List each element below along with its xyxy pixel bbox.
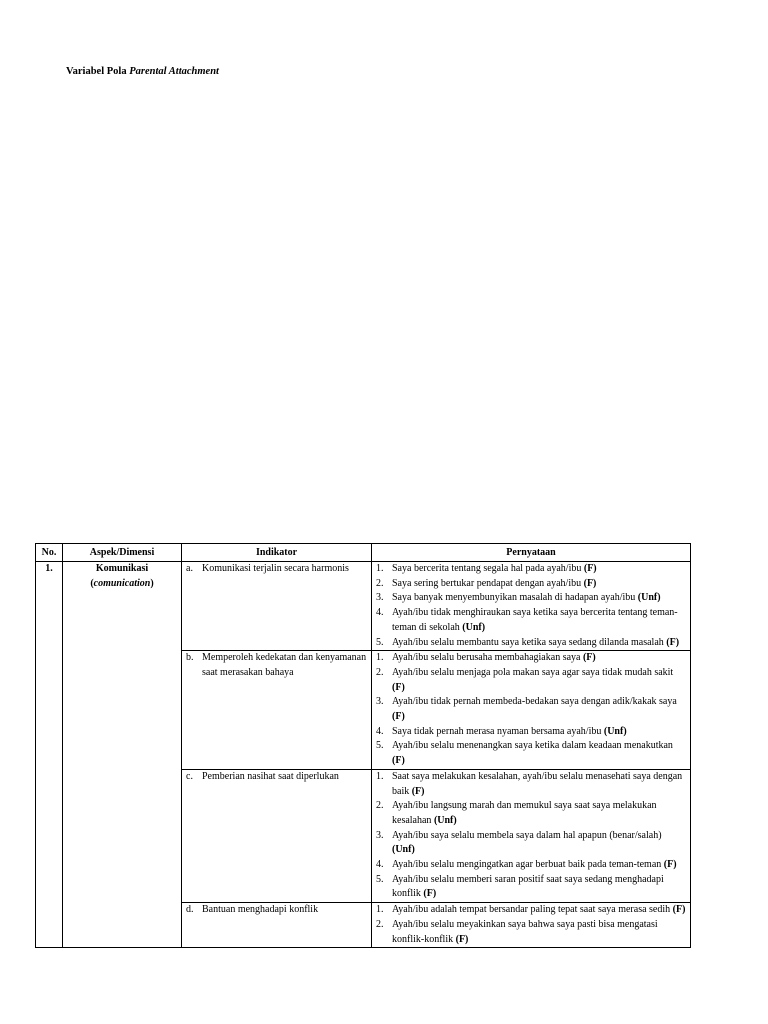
statement-text: Ayah/ibu selalu memberi saran positif saat saya sedang menghadapi konflik [392, 873, 664, 900]
statement-code: (F) [672, 904, 686, 916]
statement-code: (F) [663, 859, 677, 871]
statement-body [392, 666, 686, 695]
statement-number: 2. [376, 666, 384, 678]
statement-item [376, 858, 686, 873]
indicator-cell [182, 769, 372, 902]
statement-code: (F) [455, 933, 469, 945]
statement-code: (F) [582, 652, 596, 664]
statement-number: 5. [376, 873, 384, 885]
statement-item [376, 591, 686, 606]
aspek-label: Komunikasi [95, 563, 149, 574]
statement-code: (F) [392, 755, 405, 767]
statements-cell [372, 769, 691, 902]
statement-item [376, 799, 686, 828]
statements-cell [372, 562, 691, 651]
aspek-italic: comunication [93, 577, 151, 589]
statement-text: Ayah/ibu selalu berusaha membahagiakan saya [392, 652, 581, 664]
statement-number: 3. [376, 829, 384, 841]
statement-item [376, 770, 686, 799]
statement-body [392, 873, 686, 902]
statement-number: 5. [376, 740, 384, 752]
statement-text: Ayah/ibu saya selalu membela saya dalam hal apapun (benar/salah) [392, 829, 662, 841]
statement-body [392, 651, 596, 666]
statement-item [376, 725, 686, 740]
statement-text: Saya bercerita tentang segala hal pada ayah/ibu [392, 563, 582, 574]
parental-attachment-table [35, 543, 691, 948]
statement-number: 4. [376, 725, 384, 737]
statement-item [376, 873, 686, 902]
statement-code: (Unf) [462, 621, 486, 633]
statements-cell [372, 903, 691, 948]
statement-number: 1. [376, 770, 384, 782]
statement-text: Ayah/ibu tidak menghiraukan saya ketika saya bercerita tentang teman-teman di sekolah [392, 607, 678, 633]
statement-code: (F) [583, 563, 597, 574]
header-indikator: Indikator [182, 544, 372, 562]
statement-item [376, 695, 686, 724]
aspek-open: ( [90, 577, 94, 589]
indicator [186, 903, 367, 918]
statement-body [392, 591, 661, 606]
statement-text: Saya tidak pernah merasa nyaman bersama ayah/ibu [392, 725, 602, 737]
statement-text: Ayah/ibu tidak pernah membeda-bedakan saya dengan adik/kakak saya [392, 696, 677, 708]
statement-body [392, 739, 686, 768]
statement-code: (F) [666, 636, 680, 648]
statement-text: Ayah/ibu selalu menjaga pola makan saya agar saya tidak mudah sakit [392, 666, 674, 678]
indicator-text: Pemberian nasihat saat diperlukan [202, 770, 339, 782]
statement-body [392, 577, 596, 592]
header-pernyataan: Pernyataan [372, 544, 691, 562]
aspek-close: ) [150, 577, 154, 589]
statement-code: (Unf) [392, 844, 415, 856]
statement-item [376, 606, 686, 635]
statement-list [376, 770, 686, 902]
indicator-text: Bantuan menghadapi konflik [202, 904, 319, 916]
statement-code: (F) [583, 577, 597, 589]
indicator-letter: b. [186, 652, 194, 664]
statement-body [392, 606, 686, 635]
header-no: No. [36, 544, 63, 562]
aspek-cell [63, 562, 182, 948]
statement-text: Ayah/ibu selalu meyakinkan saya bahwa saya pasti bisa mengatasi konflik-konflik [392, 918, 658, 945]
statement-number: 5. [376, 636, 384, 648]
statement-number: 1. [376, 563, 384, 574]
table-body [36, 562, 691, 948]
statement-item [376, 636, 686, 651]
statement-item [376, 577, 686, 592]
indicator-letter: c. [186, 770, 193, 782]
statement-item [376, 918, 686, 947]
statement-body [392, 829, 686, 858]
statement-number: 1. [376, 904, 384, 916]
statement-body [392, 562, 597, 577]
statements-cell [372, 651, 691, 770]
statement-code: (F) [392, 711, 405, 723]
statement-text: Ayah/ibu adalah tempat bersandar paling tepat saat saya merasa sedih [392, 904, 671, 916]
statement-number: 4. [376, 859, 384, 871]
indicator [186, 562, 367, 577]
statement-item [376, 829, 686, 858]
statement-item [376, 651, 686, 666]
row-number: 1. [36, 562, 63, 948]
indicator-cell [182, 562, 372, 651]
statement-body [392, 918, 686, 947]
statement-body [392, 903, 685, 918]
indicator-letter: d. [186, 904, 194, 916]
statement-text: Ayah/ibu selalu membantu saya ketika saya sedang dilanda masalah [392, 636, 664, 648]
statement-code: (F) [411, 785, 425, 797]
statement-text: Saya sering bertukar pendapat dengan ayah/ibu [392, 577, 582, 589]
table-row [36, 562, 691, 651]
statement-item [376, 903, 686, 918]
indicator-text: Memperoleh kedekatan dan kenyamanan saat merasakan bahaya [202, 652, 367, 678]
page-title [66, 66, 219, 77]
statement-text: Ayah/ibu selalu menenangkan saya ketika dalam keadaan menakutkan [392, 740, 673, 752]
statement-code: (Unf) [433, 814, 457, 826]
statement-body [392, 695, 686, 724]
indicator-cell [182, 651, 372, 770]
statement-code: (F) [423, 888, 437, 900]
statement-number: 2. [376, 577, 384, 589]
header-aspek: Aspek/Dimensi [63, 544, 182, 562]
statement-code: (Unf) [637, 592, 661, 604]
statement-number: 3. [376, 592, 384, 604]
statement-body [392, 636, 679, 651]
indicator-letter: a. [186, 563, 193, 574]
statement-number: 3. [376, 696, 384, 708]
statement-list [376, 651, 686, 769]
statement-number: 4. [376, 607, 384, 619]
statement-list [376, 562, 686, 650]
indicator [186, 651, 367, 680]
statement-number: 1. [376, 652, 384, 664]
statement-text: Ayah/ibu langsung marah dan memukul saya saat saya melakukan kesalahan [392, 800, 657, 826]
statement-number: 2. [376, 918, 384, 930]
indicator-text: Komunikasi terjalin secara harmonis [202, 563, 349, 574]
statement-body [392, 770, 686, 799]
statement-code: (F) [392, 681, 405, 693]
statement-body [392, 725, 627, 740]
statement-item [376, 562, 686, 577]
header-row [36, 544, 691, 562]
title-italic: Parental Attachment [129, 66, 219, 77]
statement-text: Saat saya melakukan kesalahan, ayah/ibu selalu menasehati saya dengan baik [392, 770, 683, 797]
statement-text: Ayah/ibu selalu mengingatkan agar berbuat baik pada teman-teman [392, 859, 662, 871]
title-prefix: Variabel Pola [66, 66, 127, 77]
statement-item [376, 739, 686, 768]
indicator [186, 770, 367, 785]
statement-item [376, 666, 686, 695]
statement-list [376, 903, 686, 947]
statement-code: (Unf) [603, 725, 627, 737]
statement-number: 2. [376, 800, 384, 812]
statement-body [392, 799, 686, 828]
statement-text: Saya banyak menyembunyikan masalah di hadapan ayah/ibu [392, 592, 636, 604]
statement-body [392, 858, 677, 873]
indicator-cell [182, 903, 372, 948]
